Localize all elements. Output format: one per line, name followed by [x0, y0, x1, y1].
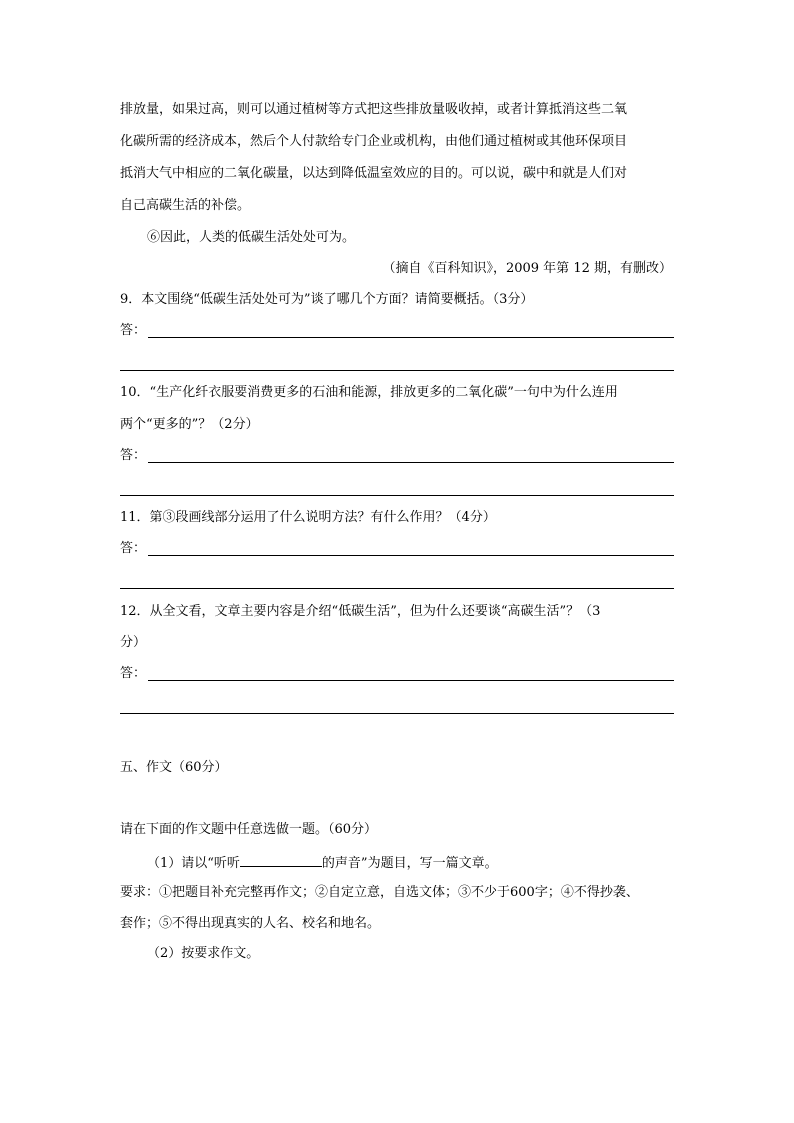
- requirements-line-2: 套作；⑤不得出现真实的人名、校名和地名。: [120, 916, 381, 931]
- passage-line-2: 化碳所需的经济成本，然后个人付款给专门企业或机构，由他们通过植树或其他环保项目: [120, 134, 628, 149]
- topic-1: [147, 853, 498, 872]
- paragraph-6: ⑥因此，人类的低碳生活处处可为。: [147, 230, 356, 245]
- passage-line-4: 自己高碳生活的补偿。: [120, 198, 251, 213]
- requirements-line-1: 要求：①把题目补充完整再作文；②自定立意，自选文体；③不少于600字；④不得抄袭、: [120, 885, 639, 900]
- question-12-line-1: 12．从全文看，文章主要内容是介绍“低碳生活”，但为什么还要谈“高碳生活”？（3: [120, 604, 601, 619]
- answer-line-11a[interactable]: [148, 555, 674, 556]
- composition-heading: 五、作文（60分）: [120, 760, 228, 775]
- topic-2: （2）按要求作文。: [147, 946, 260, 961]
- answer-line-12b[interactable]: [120, 713, 674, 714]
- answer-line-9a[interactable]: [148, 337, 674, 338]
- answer-label-12: 答：: [120, 666, 147, 681]
- passage-line-3: 抵消大气中相应的二氧化碳量，以达到降低温室效应的目的。可以说，碳中和就是人们对: [120, 166, 628, 181]
- answer-line-9b[interactable]: [120, 370, 674, 371]
- question-10-line-1: 10．“生产化纤衣服要消费更多的石油和能源，排放更多的二氧化碳”一句中为什么连用: [120, 385, 618, 400]
- topic-1-prefix: （1）请以“听听: [147, 856, 240, 871]
- answer-line-11b[interactable]: [120, 588, 674, 589]
- question-12-line-2: 分）: [120, 635, 147, 650]
- composition-instruction: 请在下面的作文题中任意选做一题。（60分）: [120, 822, 378, 837]
- answer-label-10: 答：: [120, 448, 147, 463]
- answer-line-10b[interactable]: [120, 495, 674, 496]
- question-9: 9．本文围绕“低碳生活处处可为”谈了哪几个方面？请简要概括。（3分）: [120, 292, 534, 307]
- answer-label-9: 答：: [120, 323, 147, 338]
- answer-line-12a[interactable]: [148, 680, 674, 681]
- passage-line-1: 排放量，如果过高，则可以通过植树等方式把这些排放量吸收掉，或者计算抵消这些二氧: [120, 102, 628, 117]
- title-blank[interactable]: [240, 853, 322, 867]
- topic-1-suffix: 的声音”为题目，写一篇文章。: [321, 856, 498, 871]
- answer-label-11: 答：: [120, 541, 147, 556]
- question-11: 11．第③段画线部分运用了什么说明方法？有什么作用？（4分）: [120, 510, 496, 525]
- source-citation: （摘自《百科知识》，2009 年第 12 期，有删改）: [382, 261, 672, 276]
- answer-line-10a[interactable]: [148, 462, 674, 463]
- question-10-line-2: 两个“更多的”？（2分）: [120, 417, 259, 432]
